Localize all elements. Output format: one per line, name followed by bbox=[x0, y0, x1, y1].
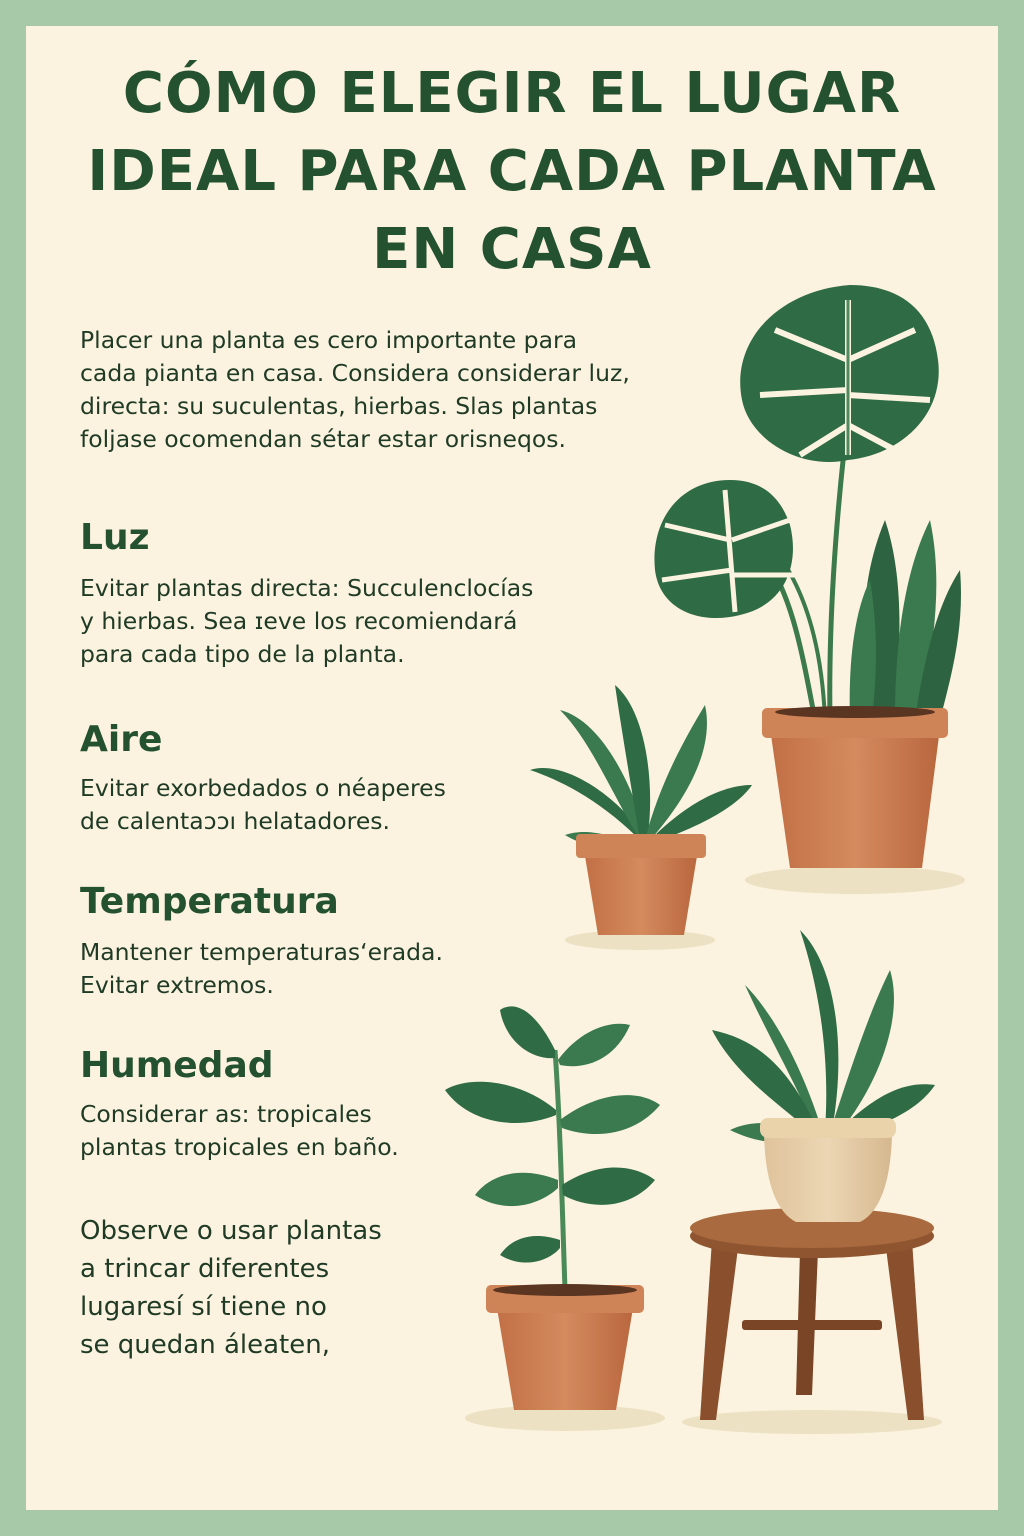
intro-line: Placer una planta es cero importante para bbox=[80, 326, 578, 354]
section-heading-aire: Aire bbox=[80, 719, 163, 760]
plant-on-stool-icon bbox=[682, 930, 942, 1434]
section-line: de calentaɔɔı helatadores. bbox=[80, 807, 390, 835]
title-line: IDEAL PARA CADA PLANTA bbox=[87, 139, 937, 204]
small-leafy-plant-pot-icon bbox=[530, 685, 752, 950]
section-line: Evitar exorbedados o néaperes bbox=[80, 774, 446, 802]
intro-line: cada pianta en casa. Considera considerar luz, bbox=[80, 359, 630, 387]
closing-line: a trincar diferentes bbox=[80, 1254, 330, 1284]
section-line: Evitar extremos. bbox=[80, 971, 274, 999]
closing-line: lugaresí sí tiene no bbox=[80, 1292, 327, 1322]
section-heading-luz: Luz bbox=[80, 517, 150, 558]
rubber-plant-pot-icon bbox=[445, 1006, 665, 1431]
closing-line: se quedan áleaten, bbox=[80, 1330, 330, 1360]
section-line: Considerar as: tropicales bbox=[80, 1100, 372, 1128]
closing-line: Observe o usar plantas bbox=[80, 1216, 382, 1246]
intro-line: foljase ocomendan sétar estar orisneqos. bbox=[80, 425, 566, 453]
section-line: y hierbas. Sea ɪeve los recomiendará bbox=[80, 607, 518, 635]
section-line: Evitar plantas directa: Succulenclocías bbox=[80, 574, 534, 602]
title-line: CÓMO ELEGIR EL LUGAR bbox=[122, 61, 902, 126]
title-line: EN CASA bbox=[372, 217, 652, 282]
section-line: plantas tropicales en baño. bbox=[80, 1133, 399, 1161]
section-line: para cada tipo de la planta. bbox=[80, 640, 405, 668]
section-line: Mantener temperaturas‘erada. bbox=[80, 938, 443, 966]
section-heading-temperatura: Temperatura bbox=[80, 881, 339, 922]
section-heading-humedad: Humedad bbox=[80, 1045, 274, 1086]
intro-line: directa: su suculentas, hierbas. Slas plantas bbox=[80, 392, 598, 420]
